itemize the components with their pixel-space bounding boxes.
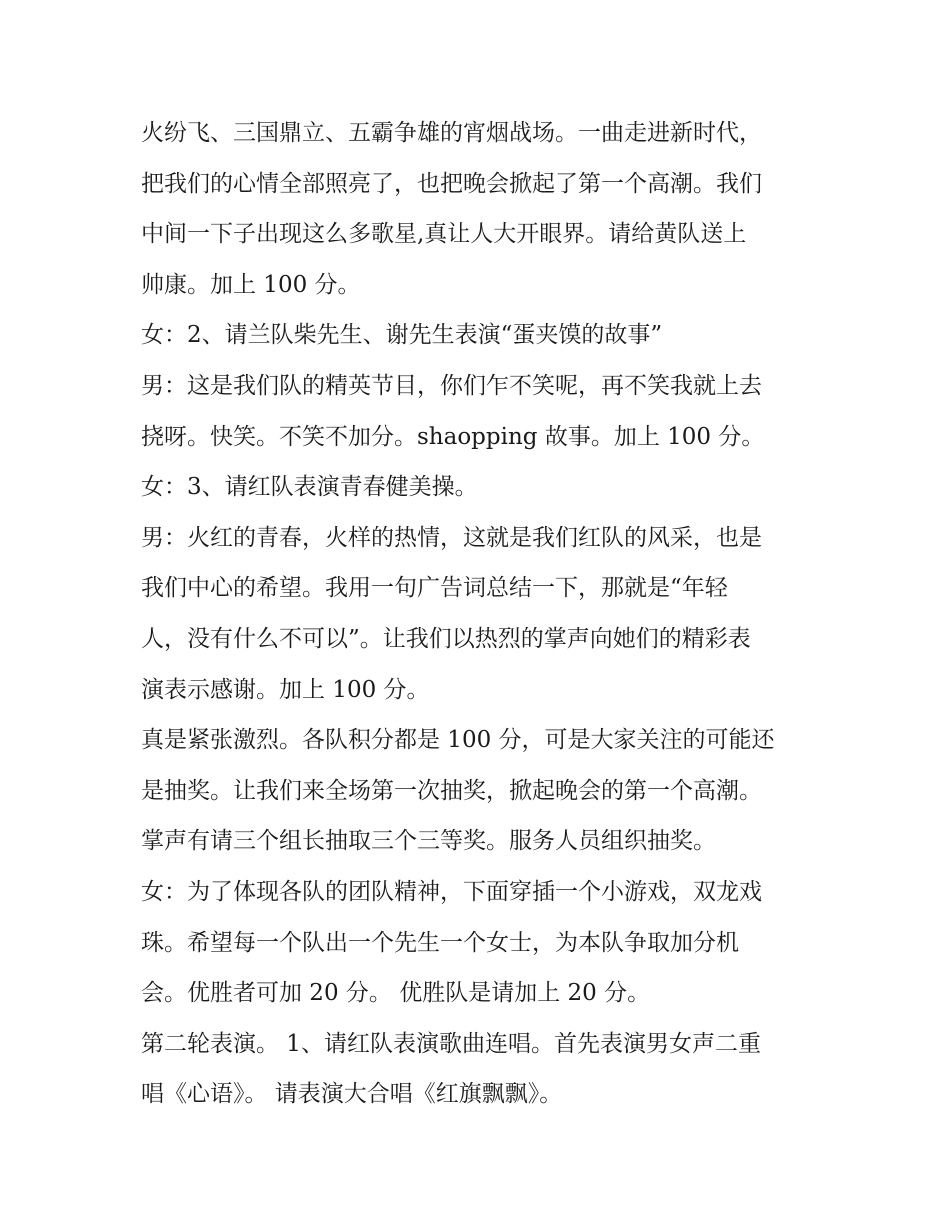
text-line: 珠。希望每一个队出一个先生一个女士，为本队争取加分机 (141, 929, 739, 956)
text-line: 第二轮表演。 1、请红队表演歌曲连唱。首先表演男女声二重 (141, 1030, 761, 1057)
text-line: 女：2、请兰队柴先生、谢先生表演“蛋夹馍的故事” (141, 322, 663, 349)
text-line: 火纷飞、三国鼎立、五霸争雄的宵烟战场。一曲走进新时代， (141, 120, 762, 146)
text-line: 挠呀。快笑。不笑不加分。shaopping 故事。加上 100 分。 (141, 423, 765, 450)
text-line: 掌声有请三个组长抽取三个三等奖。服务人员组织抽奖。 (141, 828, 716, 855)
text-line: 演表示感谢。加上 100 分。 (141, 676, 430, 703)
text-line: 中间一下子出现这么多歌星,真让人大开眼界。请给黄队送上 (141, 221, 747, 248)
text-line: 是抽奖。让我们来全场第一次抽奖，掀起晚会的第一个高潮。 (141, 777, 762, 804)
text-line: 男：火红的青春，火样的热情，这就是我们红队的风采，也是 (141, 524, 762, 551)
text-line: 女：3、请红队表演青春健美操。 (141, 474, 478, 501)
text-line: 人，没有什么不可以”。让我们以热烈的掌声向她们的精彩表 (141, 625, 751, 652)
text-line: 把我们的心情全部照亮了，也把晚会掀起了第一个高潮。我们 (141, 170, 762, 197)
text-line: 会。优胜者可加 20 分。 优胜队是请加上 20 分。 (141, 980, 651, 1007)
document-body (141, 108, 821, 1120)
text-line: 男：这是我们队的精英节目，你们乍不笑呢，再不笑我就上去 (141, 372, 762, 399)
text-line: 帅康。加上 100 分。 (141, 271, 361, 298)
text-line: 女：为了体现各队的团队精神，下面穿插一个小游戏，双龙戏 (141, 878, 762, 905)
text-line: 我们中心的希望。我用一句广告词总结一下，那就是“年轻 (141, 575, 728, 602)
text-line: 唱《心语》。 请表演大合唱《红旗飘飘》。 (141, 1081, 563, 1108)
text-line: 真是紧张激烈。各队积分都是 100 分，可是大家关注的可能还 (141, 727, 775, 754)
